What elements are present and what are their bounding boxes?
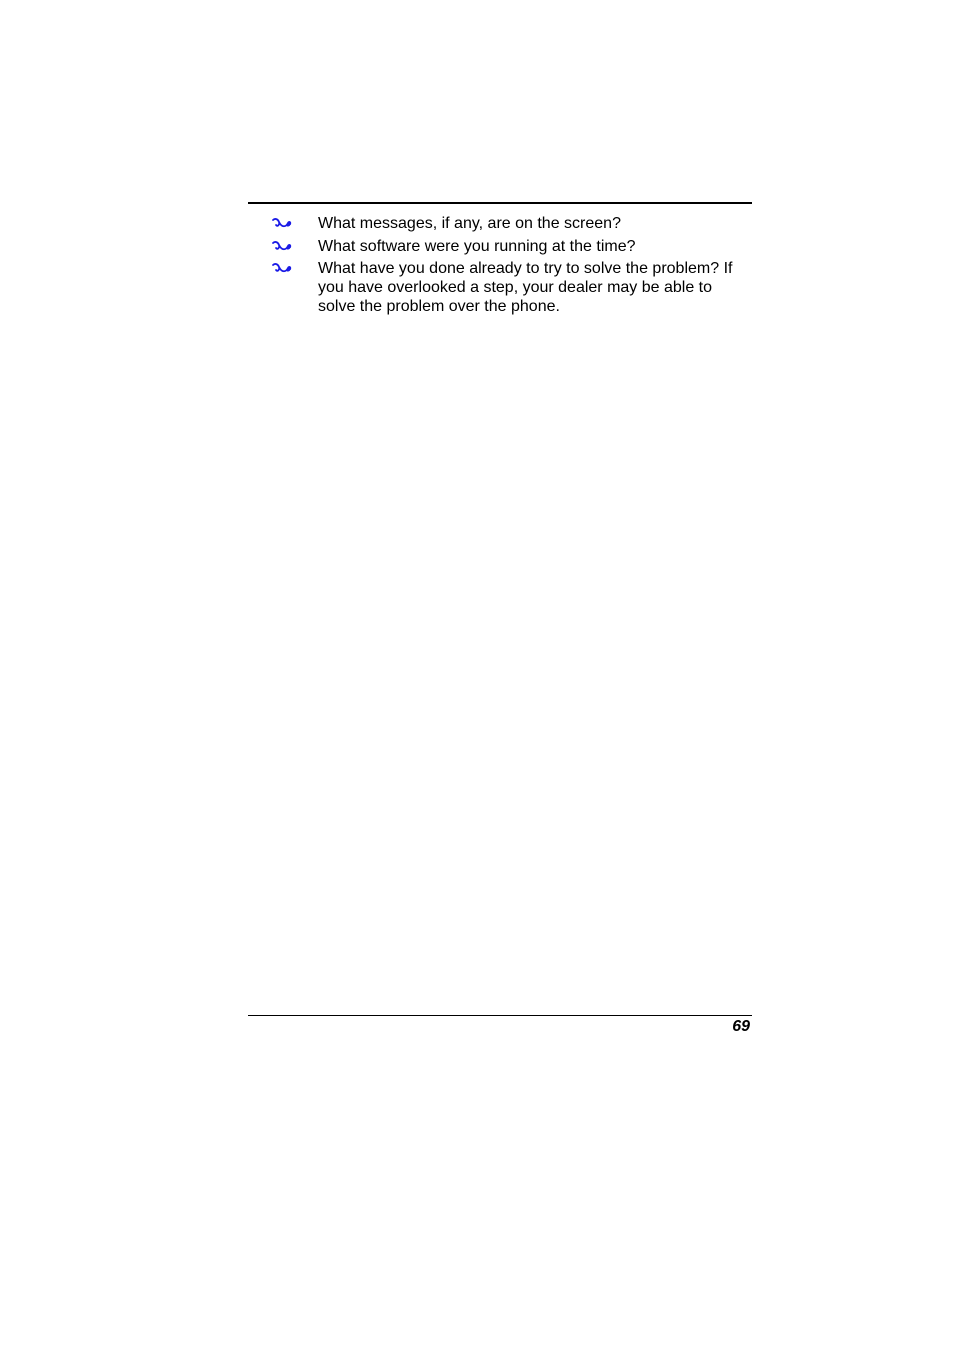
swash-bullet-icon — [271, 262, 293, 276]
top-rule — [248, 202, 752, 204]
bottom-rule — [248, 1015, 752, 1016]
swash-bullet-icon — [271, 217, 293, 231]
list-item — [271, 259, 741, 316]
bullet-text: What software were you running at the time? — [318, 237, 636, 255]
list-item — [271, 214, 741, 233]
page-number: 69 — [732, 1018, 750, 1035]
bullet-text: What messages, if any, are on the screen? — [318, 215, 621, 232]
list-item — [271, 237, 741, 256]
bullet-list — [271, 214, 741, 320]
swash-bullet-icon — [271, 240, 293, 254]
bullet-text: What have you done already to try to solve the problem? If you have overlooked a step, your dealer may be able to solve the problem over the phone. — [318, 260, 733, 315]
